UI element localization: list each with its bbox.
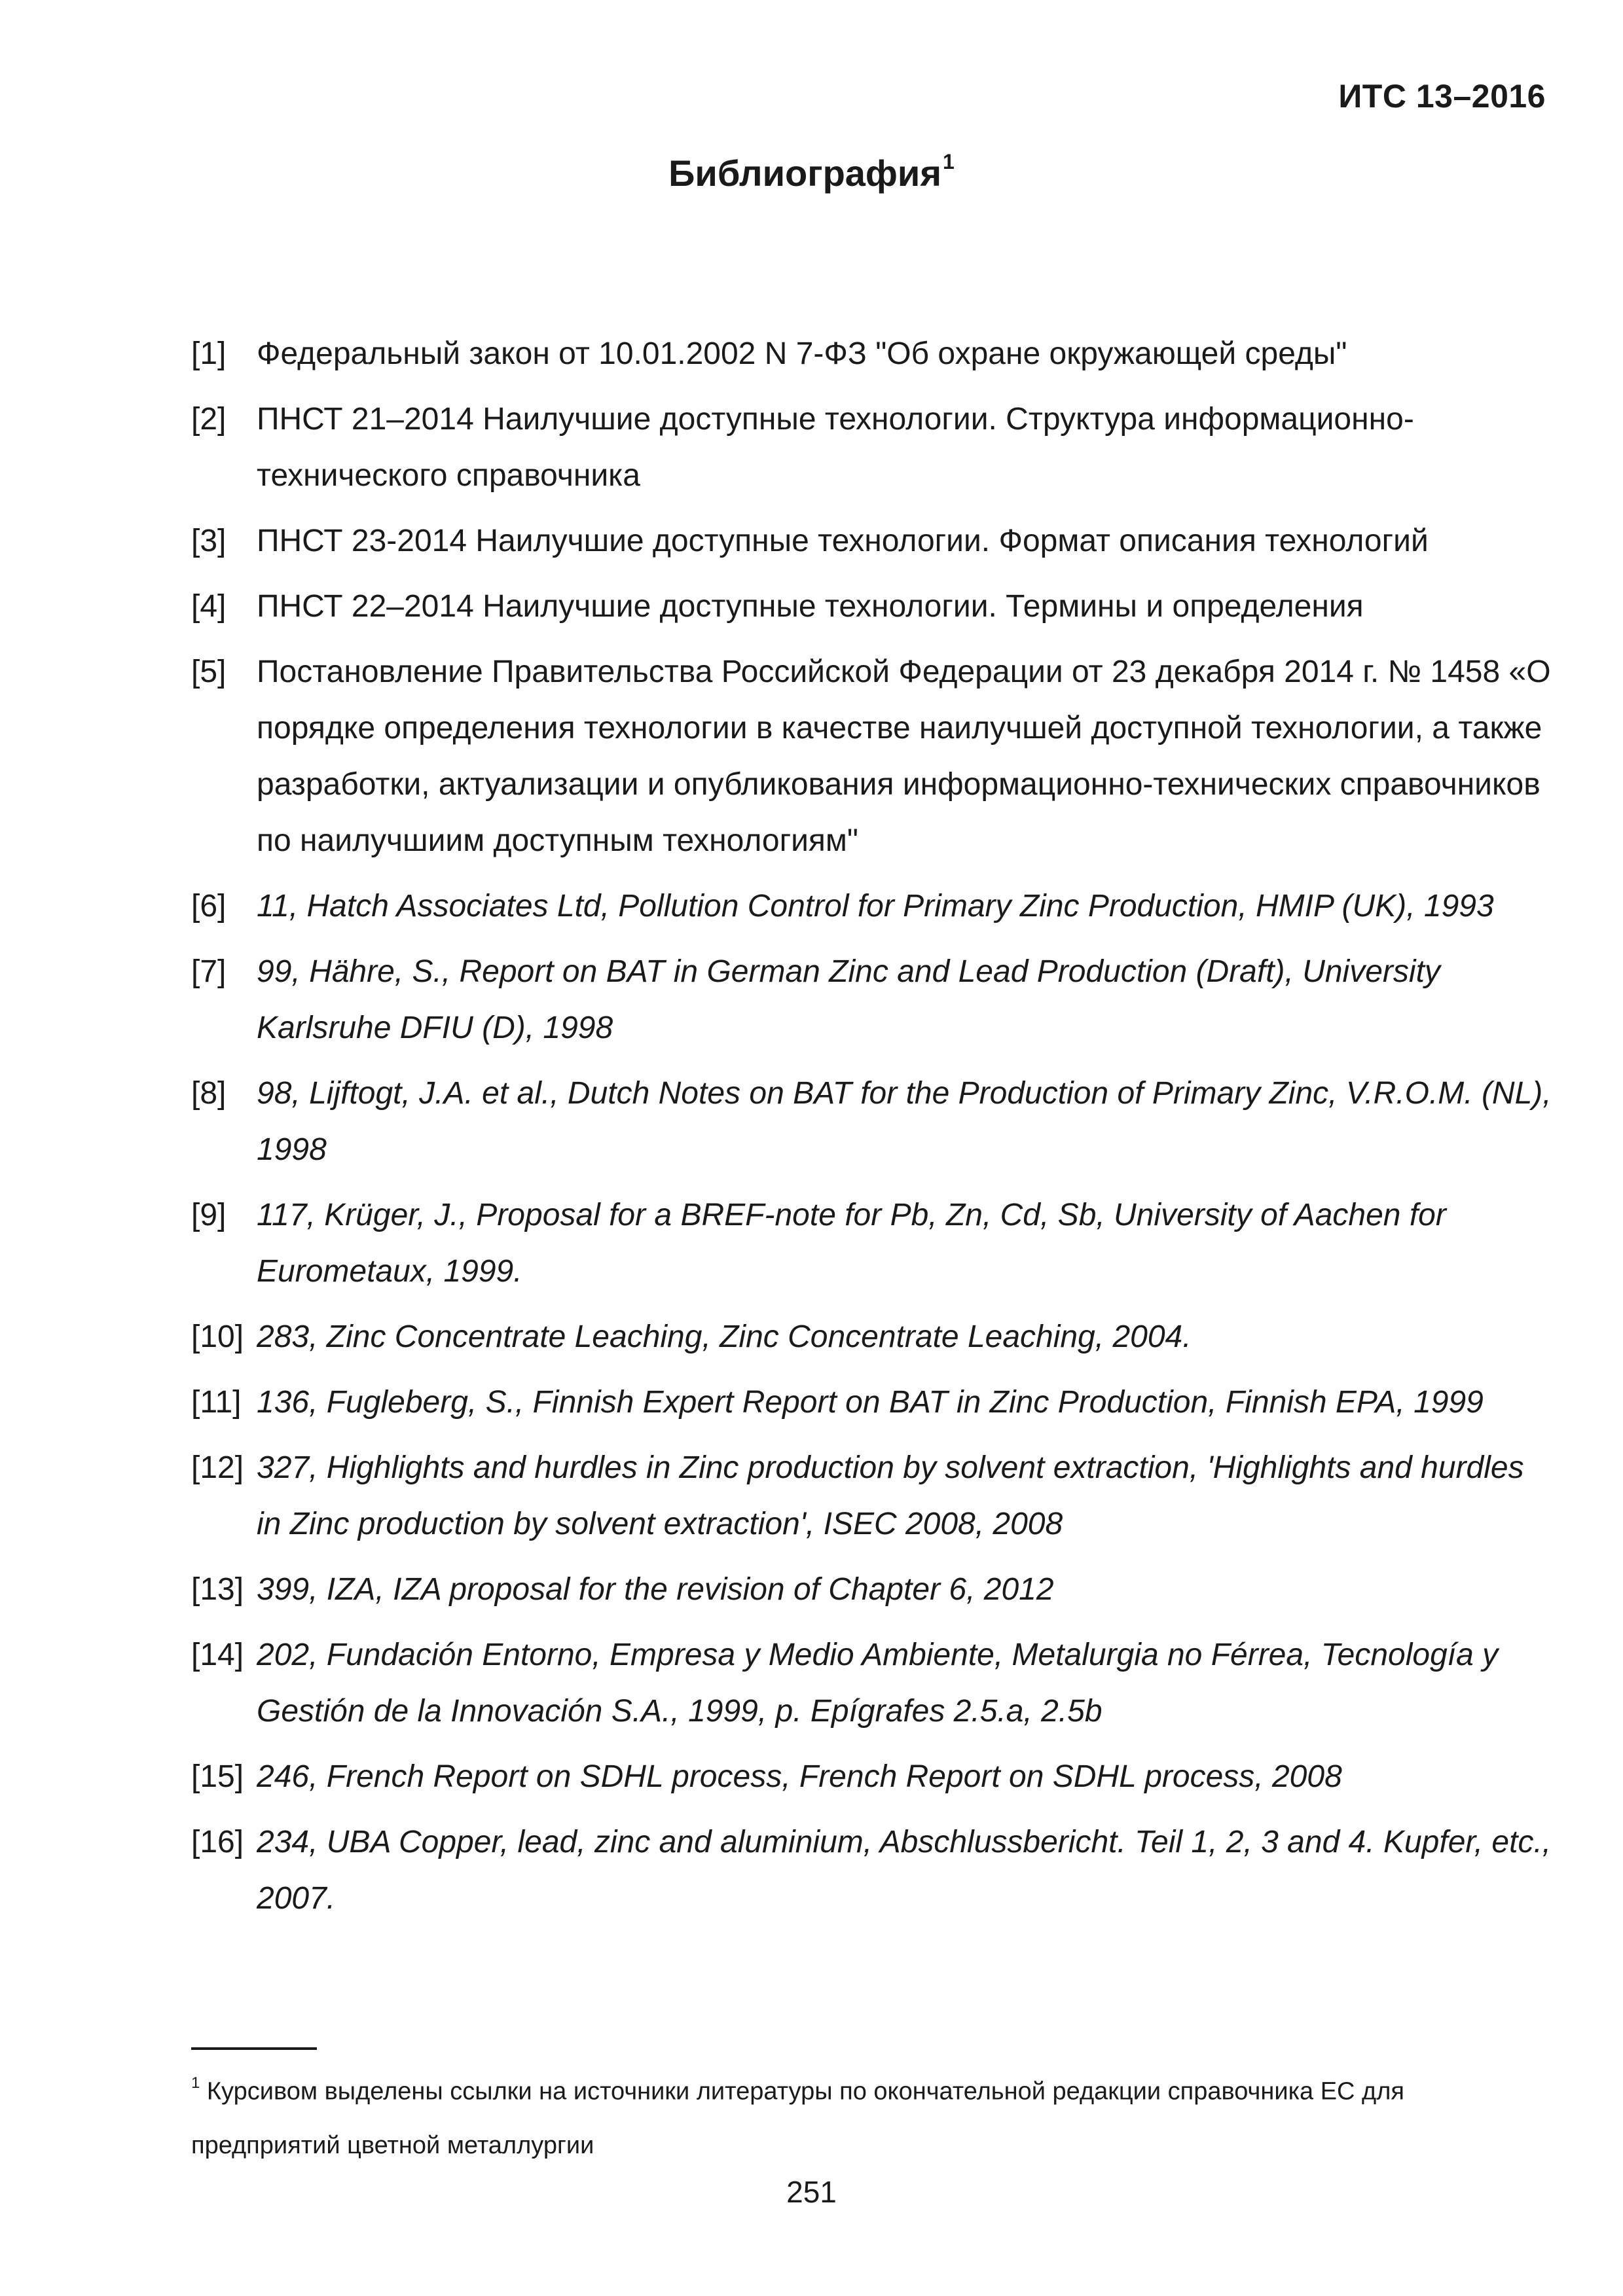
bibliography-entry (191, 944, 1553, 1056)
entry-number: [3] (191, 524, 227, 558)
footnote-text: Курсивом выделены ссылки на источники литературы по окончательной редакции справочника ЕС для предприятий цветной металлургии (191, 2077, 1404, 2159)
entry-text: 136, Fugleberg, S., Finnish Expert Report on BAT in Zinc Production, Finnish EPA, 1999 (257, 1385, 1484, 1420)
page-title-text: Библиография (668, 152, 942, 194)
bibliography-entry (191, 878, 1553, 935)
entry-text: ПНСТ 21–2014 Наилучшие доступные технологии. Структура информационно-технического справочника (257, 402, 1414, 493)
entry-number: [10] (191, 1319, 244, 1354)
entry-number: [7] (191, 954, 227, 989)
entry-text: 246, French Report on SDHL process, French Report on SDHL process, 2008 (257, 1759, 1342, 1794)
bibliography-entry (191, 1374, 1553, 1431)
entry-text: 283, Zinc Concentrate Leaching, Zinc Concentrate Leaching, 2004. (257, 1319, 1192, 1354)
entry-text: 234, UBA Copper, lead, zinc and aluminium, Abschlussbericht. Teil 1, 2, 3 and 4. Kupfer, etc., 2007. (257, 1825, 1552, 1916)
entry-text: ПНСТ 22–2014 Наилучшие доступные технологии. Термины и определения (257, 589, 1364, 624)
entry-text: 202, Fundación Entorno, Empresa y Medio Ambiente, Metalurgia no Férrea, Tecnología y Gestión de la Innovación S.A., 1999, p. Epígrafes 2.5.a, 2.5b (257, 1638, 1499, 1729)
bibliography-entry (191, 1187, 1553, 1300)
bibliography-entry (191, 579, 1553, 635)
bibliography-entry (191, 513, 1553, 569)
entry-text: Постановление Правительства Российской Федерации от 23 декабря 2014 г. № 1458 «О порядке определения технологии в качестве наилучшей доступной технологии, а также разработки, актуализации и опубликования информационно-технических справочников по наилучшиим доступным технологиям" (257, 655, 1551, 858)
entry-number: [13] (191, 1572, 244, 1607)
entry-text: 99, Hähre, S., Report on BAT in German Zinc and Lead Production (Draft), University Karlsruhe DFIU (D), 1998 (257, 954, 1440, 1045)
bibliography-entry (191, 1066, 1553, 1178)
entry-number: [9] (191, 1198, 227, 1232)
entry-number: [11] (191, 1385, 242, 1420)
entry-text: 399, IZA, IZA proposal for the revision of Chapter 6, 2012 (257, 1572, 1054, 1607)
entry-number: [14] (191, 1638, 244, 1672)
bibliography-entry (191, 391, 1553, 504)
bibliography-entry (191, 644, 1553, 869)
bibliography-entry (191, 1627, 1553, 1740)
bibliography-entry (191, 1749, 1553, 1805)
bibliography-entry (191, 1440, 1553, 1552)
entry-number: [12] (191, 1450, 244, 1485)
bibliography-list (191, 326, 1553, 1936)
document-code: ИТС 13–2016 (1338, 78, 1546, 115)
footnote-divider (191, 2047, 317, 2050)
entry-text: ПНСТ 23-2014 Наилучшие доступные технологии. Формат описания технологий (257, 524, 1429, 558)
entry-text: 11, Hatch Associates Ltd, Pollution Control for Primary Zinc Production, HMIP (UK), 1993 (257, 889, 1494, 924)
entry-number: [5] (191, 655, 227, 689)
entry-text: 327, Highlights and hurdles in Zinc production by solvent extraction, 'Highlights and hurdles in Zinc production by solvent extraction', ISEC 2008, 2008 (257, 1450, 1524, 1541)
entry-number: [6] (191, 889, 227, 924)
entry-text: Федеральный закон от 10.01.2002 N 7-ФЗ "Об охране окружающей среды" (257, 336, 1347, 371)
entry-number: [16] (191, 1825, 244, 1859)
entry-number: [4] (191, 589, 227, 624)
entry-number: [1] (191, 336, 227, 371)
page-title (0, 152, 1623, 194)
entry-number: [8] (191, 1076, 227, 1111)
title-footnote-mark: 1 (943, 150, 955, 174)
bibliography-entry (191, 1309, 1553, 1365)
bibliography-entry (191, 326, 1553, 382)
footnote-mark: 1 (191, 2074, 200, 2092)
entry-text: 98, Lijftogt, J.A. et al., Dutch Notes on BAT for the Production of Primary Zinc, V.R.O.M. (NL), 1998 (257, 1076, 1552, 1167)
bibliography-entry (191, 1562, 1553, 1618)
page-number: 251 (786, 2175, 837, 2209)
bibliography-entry (191, 1814, 1553, 1927)
entry-text: 117, Krüger, J., Proposal for a BREF-note for Pb, Zn, Cd, Sb, University of Aachen for Eurometaux, 1999. (257, 1198, 1446, 1289)
entry-number: [15] (191, 1759, 244, 1794)
entry-number: [2] (191, 402, 227, 437)
footnote (191, 2059, 1559, 2172)
